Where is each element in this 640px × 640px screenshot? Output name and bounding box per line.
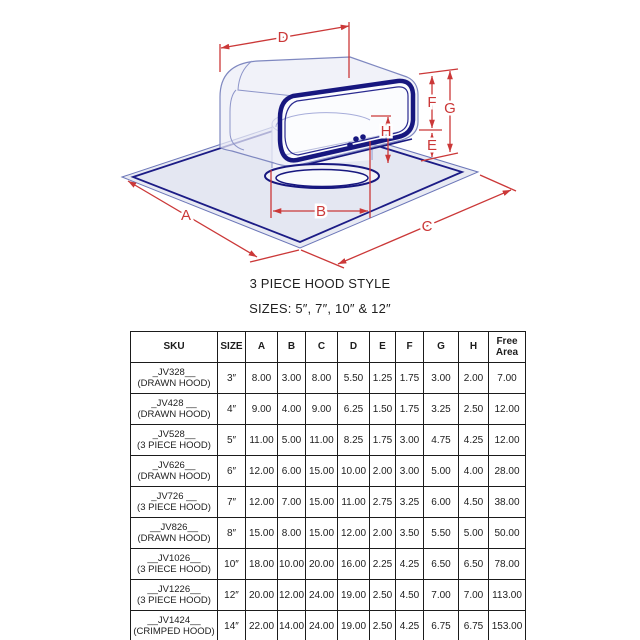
table-row [131,518,526,549]
value-cell: 12.00 [489,425,526,456]
value-cell: 6.50 [459,549,489,580]
value-cell: 153.00 [489,611,526,640]
column-header: D [338,332,370,363]
dimension-label-c: C [421,218,433,235]
collar-flange [265,164,379,188]
size-cell: 5″ [218,425,246,456]
value-cell: 5.50 [424,518,459,549]
value-cell: 15.00 [306,487,338,518]
sku-cell [131,518,218,549]
size-cell: 14″ [218,611,246,640]
dimension-label-g: G [444,100,456,117]
table-row [131,487,526,518]
value-cell: 113.00 [489,580,526,611]
table-row [131,611,526,640]
column-header: G [424,332,459,363]
value-cell: 4.00 [459,456,489,487]
vent-dot [360,134,366,140]
value-cell: 6.75 [424,611,459,640]
sku-variant: (DRAWN HOOD) [137,471,211,482]
value-cell: 11.00 [246,425,278,456]
value-cell: 12.00 [246,456,278,487]
value-cell: 10.00 [278,549,306,580]
value-cell: 1.75 [370,425,396,456]
hood-diagram [0,0,640,292]
table-header [131,332,526,363]
hood-diagram-svg [0,0,640,292]
value-cell: 19.00 [338,580,370,611]
table-row [131,549,526,580]
sku-variant: (3 PIECE HOOD) [137,595,211,606]
value-cell: 15.00 [246,518,278,549]
size-cell: 8″ [218,518,246,549]
table-row [131,425,526,456]
sku-variant: (CRIMPED HOOD) [133,626,215,637]
column-header: F [396,332,424,363]
value-cell: 6.25 [338,394,370,425]
sku-code: __JV1026__ [147,552,201,564]
value-cell: 3.25 [396,487,424,518]
value-cell: 3.00 [424,363,459,394]
sizes-subtitle: SIZES: 5″, 7″, 10″ & 12″ [249,301,391,316]
value-cell: 11.00 [338,487,370,518]
value-cell: 38.00 [489,487,526,518]
value-cell: 50.00 [489,518,526,549]
sku-variant: (DRAWN HOOD) [137,409,211,420]
value-cell: 12.00 [278,580,306,611]
value-cell: 4.25 [396,611,424,640]
dimension-label-e: E [426,137,438,154]
value-cell: 15.00 [306,456,338,487]
dimension-label-d: D [277,29,289,46]
value-cell: 2.75 [370,487,396,518]
column-header: A [246,332,278,363]
value-cell: 6.00 [278,456,306,487]
value-cell: 14.00 [278,611,306,640]
value-cell: 2.00 [370,456,396,487]
value-cell: 4.50 [396,580,424,611]
value-cell: 28.00 [489,456,526,487]
table-row [131,363,526,394]
value-cell: 78.00 [489,549,526,580]
value-cell: 12.00 [338,518,370,549]
value-cell: 4.25 [396,549,424,580]
value-cell: 6.75 [459,611,489,640]
value-cell: 3.00 [396,456,424,487]
sku-variant: (3 PIECE HOOD) [137,564,211,575]
sku-cell [131,363,218,394]
dimension-label-a: A [180,207,192,224]
dimension-label-b: B [315,203,327,220]
sku-cell [131,456,218,487]
value-cell: 9.00 [246,394,278,425]
value-cell: 2.50 [459,394,489,425]
value-cell: 24.00 [306,611,338,640]
value-cell: 6.50 [424,549,459,580]
dimension-label-h: H [380,123,392,140]
sku-cell [131,425,218,456]
sku-variant: (3 PIECE HOOD) [137,440,211,451]
value-cell: 9.00 [306,394,338,425]
table-row [131,580,526,611]
size-cell: 3″ [218,363,246,394]
value-cell: 2.25 [370,549,396,580]
sku-code: _JV428 __ [151,397,197,409]
sku-variant: (3 PIECE HOOD) [137,502,211,513]
sku-cell [131,611,218,640]
value-cell: 12.00 [246,487,278,518]
sku-variant: (DRAWN HOOD) [137,378,211,389]
value-cell: 20.00 [306,549,338,580]
value-cell: 8.25 [338,425,370,456]
vent-dot [353,136,359,142]
size-cell: 7″ [218,487,246,518]
sku-code: __JV826__ [149,521,199,533]
sku-code: __JV1226__ [147,583,201,595]
value-cell: 22.00 [246,611,278,640]
value-cell: 15.00 [306,518,338,549]
value-cell: 24.00 [306,580,338,611]
value-cell: 7.00 [459,580,489,611]
size-cell: 4″ [218,394,246,425]
column-header: C [306,332,338,363]
value-cell: 5.50 [338,363,370,394]
sku-code: _JV626__ [152,459,196,471]
sku-variant: (DRAWN HOOD) [137,533,211,544]
column-header: B [278,332,306,363]
page-title: 3 PIECE HOOD STYLE [249,276,391,291]
sku-code: _JV726 __ [151,490,197,502]
value-cell: 20.00 [246,580,278,611]
value-cell: 1.75 [396,363,424,394]
sku-cell [131,487,218,518]
value-cell: 16.00 [338,549,370,580]
column-header: E [370,332,396,363]
column-header: SKU [131,332,218,363]
dimension-table [130,331,526,640]
value-cell: 2.00 [370,518,396,549]
value-cell: 6.00 [424,487,459,518]
size-cell: 10″ [218,549,246,580]
sku-code: _JV528__ [152,428,196,440]
table-row [131,394,526,425]
value-cell: 4.25 [459,425,489,456]
vent-dot [347,142,353,148]
column-header: H [459,332,489,363]
value-cell: 2.00 [459,363,489,394]
value-cell: 10.00 [338,456,370,487]
value-cell: 8.00 [278,518,306,549]
value-cell: 3.25 [424,394,459,425]
value-cell: 1.75 [396,394,424,425]
value-cell: 4.75 [424,425,459,456]
value-cell: 5.00 [278,425,306,456]
column-header: Free Area [489,332,526,363]
value-cell: 2.50 [370,611,396,640]
size-cell: 12″ [218,580,246,611]
value-cell: 11.00 [306,425,338,456]
value-cell: 1.50 [370,394,396,425]
value-cell: 4.00 [278,394,306,425]
value-cell: 5.00 [459,518,489,549]
sku-code: _JV328__ [152,366,196,378]
dimension-label-f: F [427,94,437,111]
value-cell: 19.00 [338,611,370,640]
size-cell: 6″ [218,456,246,487]
sku-cell [131,394,218,425]
value-cell: 12.00 [489,394,526,425]
sku-cell [131,580,218,611]
value-cell: 3.00 [278,363,306,394]
value-cell: 18.00 [246,549,278,580]
value-cell: 3.50 [396,518,424,549]
value-cell: 7.00 [278,487,306,518]
table-row [131,456,526,487]
value-cell: 8.00 [306,363,338,394]
column-header: SIZE [218,332,246,363]
value-cell: 4.50 [459,487,489,518]
value-cell: 8.00 [246,363,278,394]
value-cell: 1.25 [370,363,396,394]
sku-cell [131,549,218,580]
value-cell: 5.00 [424,456,459,487]
value-cell: 3.00 [396,425,424,456]
sku-code: __JV1424__ [147,614,201,626]
value-cell: 7.00 [424,580,459,611]
value-cell: 2.50 [370,580,396,611]
table-body [131,363,526,640]
value-cell: 7.00 [489,363,526,394]
